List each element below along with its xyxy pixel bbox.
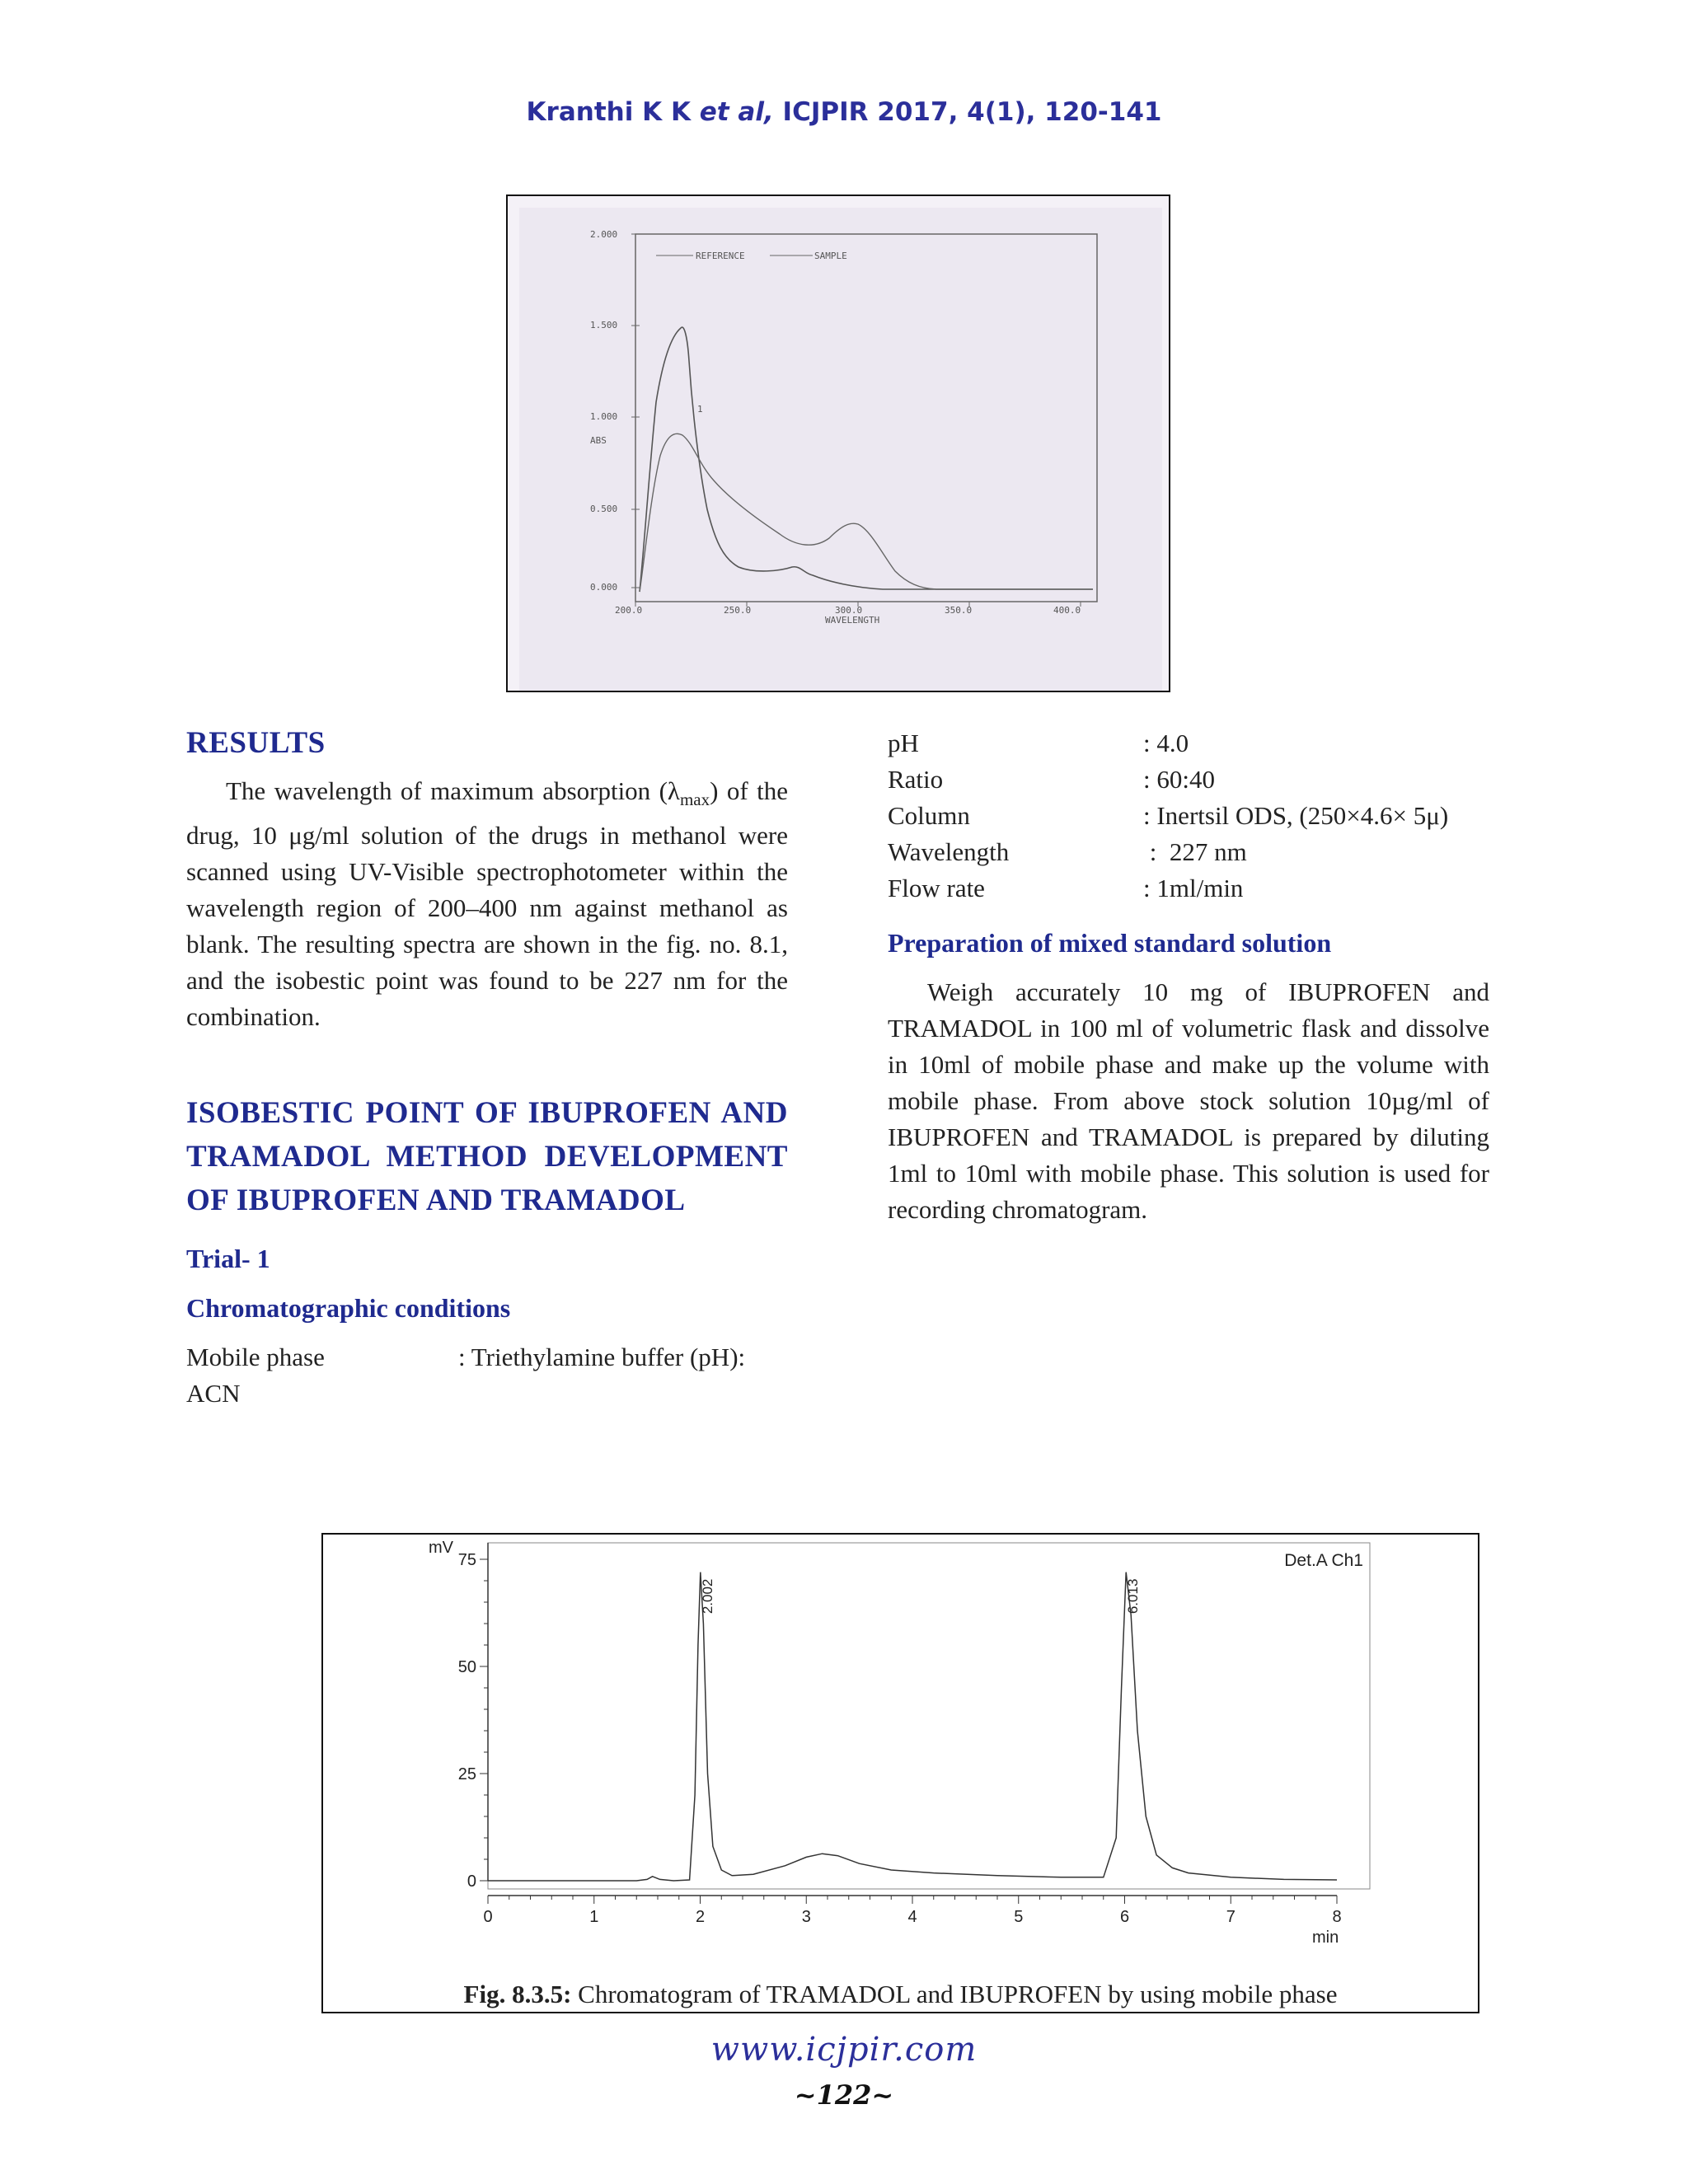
y-axis-label: ABS bbox=[590, 435, 607, 446]
x-tick-label: 4 bbox=[907, 1908, 917, 1926]
x-tick-label: 3 bbox=[801, 1908, 811, 1926]
header-etal: et al, bbox=[699, 97, 774, 127]
left-column bbox=[186, 725, 788, 1412]
plot-frame bbox=[488, 1543, 1370, 1889]
condition-value: : 60:40 bbox=[1143, 765, 1215, 794]
mixed-standard-heading: Preparation of mixed standard solution bbox=[888, 928, 1332, 958]
results-heading: RESULTS bbox=[186, 726, 326, 760]
mobile-phase-value: : Triethylamine buffer (pH): bbox=[458, 1343, 746, 1372]
header-author: Kranthi K K bbox=[526, 97, 691, 127]
right-column bbox=[888, 725, 1489, 1228]
condition-value: : 4.0 bbox=[1143, 729, 1189, 757]
y-tick: 0.000 bbox=[590, 582, 618, 593]
lambda-subscript: max bbox=[679, 790, 710, 810]
figure-caption bbox=[323, 1980, 1478, 2009]
page-number: ~122~ bbox=[794, 2079, 894, 2111]
x-tick: 400.0 bbox=[1053, 605, 1081, 616]
condition-row-column bbox=[888, 798, 1489, 834]
header-citation: ICJPIR 2017, 4(1), 120-141 bbox=[782, 97, 1162, 127]
x-tick: 350.0 bbox=[945, 605, 973, 616]
condition-key: Ratio bbox=[888, 765, 944, 794]
condition-row-flow-rate bbox=[888, 870, 1489, 907]
running-head bbox=[0, 97, 1688, 127]
mixed-standard-paragraph: Weigh accurately 10 mg of IBUPROFEN and TRAMADOL in 100 ml of volumetric flask and dissolve in 10ml of mobile phase and make up the volume with mobile phase. From above stock solution 10µg/ml of IBUPROFEN and TRAMADOL is prepared by diluting 1ml to 10ml with mobile phase. This solution is used for recording chromatogram. bbox=[888, 977, 1489, 1224]
detector-label: Det.A Ch1 bbox=[1284, 1551, 1363, 1570]
condition-key: pH bbox=[888, 729, 919, 757]
condition-value: : 227 nm bbox=[1143, 837, 1247, 866]
caption-text: Chromatogram of TRAMADOL and IBUPROFEN by using mobile phase bbox=[571, 1980, 1338, 2008]
uv-spectrum-plot bbox=[508, 196, 1170, 692]
results-text-2: ) of the drug, 10 μg/ml solution of the drugs in methanol were scanned using UV-Visible spectrophotometer within the wavelength region of 200–400 nm against methanol as blank. The resulting spectra are shown in the fig. no. 8.1, and the isobestic point was found to be 227 nm for the combination. bbox=[186, 776, 788, 1032]
x-axis-label: min bbox=[1312, 1929, 1339, 1947]
uv-spectrum-figure bbox=[506, 194, 1170, 692]
x-tick-label: 5 bbox=[1014, 1908, 1024, 1926]
plot-frame bbox=[635, 234, 1097, 602]
y-tick-label: 75 bbox=[457, 1551, 476, 1569]
mobile-phase-continuation: ACN bbox=[186, 1379, 241, 1408]
condition-row-ph bbox=[888, 725, 1489, 762]
results-paragraph bbox=[186, 773, 788, 1035]
results-text-1: The wavelength of maximum absorption (λ bbox=[226, 776, 680, 805]
chromatogram-plot bbox=[323, 1535, 1481, 1980]
x-axis-label: WAVELENGTH bbox=[825, 615, 880, 626]
x-tick: 250.0 bbox=[724, 605, 752, 616]
legend-reference: REFERENCE bbox=[696, 251, 745, 261]
footer-url: www.icjpir.com bbox=[710, 2031, 978, 2069]
x-tick-label: 8 bbox=[1332, 1908, 1342, 1926]
peak-label: 2.002 bbox=[699, 1578, 715, 1615]
condition-value: : 1ml/min bbox=[1143, 874, 1244, 902]
legend-sample: SAMPLE bbox=[814, 251, 847, 261]
y-tick-label: 50 bbox=[457, 1658, 476, 1676]
reference-spectrum-curve bbox=[640, 327, 1093, 592]
x-tick-label: 2 bbox=[695, 1908, 706, 1926]
mobile-phase-key: Mobile phase bbox=[186, 1343, 325, 1372]
x-tick: 300.0 bbox=[835, 605, 863, 616]
chromatographic-conditions-heading: Chromatographic conditions bbox=[186, 1293, 511, 1324]
isobestic-heading: ISOBESTIC POINT OF IBUPROFEN AND TRAMADOL METHOD DEVELOPMENT OF IBUPROFEN AND TRAMADOL bbox=[186, 1096, 788, 1218]
y-axis-label: mV bbox=[429, 1539, 453, 1557]
condition-row-ratio bbox=[888, 762, 1489, 798]
y-tick: 1.000 bbox=[590, 411, 618, 422]
chromatogram-trace bbox=[488, 1572, 1337, 1881]
x-tick-label: 1 bbox=[589, 1908, 599, 1926]
trial-heading: Trial- 1 bbox=[186, 1244, 270, 1274]
x-tick-label: 6 bbox=[1119, 1908, 1130, 1926]
y-tick: 2.000 bbox=[590, 229, 618, 240]
curve-marker: 1 bbox=[697, 404, 703, 415]
condition-key: Wavelength bbox=[888, 837, 1010, 866]
condition-row-wavelength bbox=[888, 834, 1489, 870]
condition-value: : Inertsil ODS, (250×4.6× 5μ) bbox=[1143, 801, 1449, 830]
chromatogram-figure bbox=[321, 1533, 1479, 2013]
y-tick-label: 0 bbox=[467, 1872, 476, 1891]
x-tick: 200.0 bbox=[615, 605, 643, 616]
y-tick-label: 25 bbox=[457, 1765, 476, 1783]
mobile-phase-row bbox=[186, 1339, 788, 1376]
y-tick: 0.500 bbox=[590, 504, 618, 514]
peak-label: 6.013 bbox=[1125, 1578, 1142, 1615]
x-tick-label: 0 bbox=[483, 1908, 493, 1926]
condition-key: Column bbox=[888, 801, 970, 830]
caption-label: Fig. 8.3.5: bbox=[463, 1980, 572, 2008]
x-tick-label: 7 bbox=[1226, 1908, 1236, 1926]
condition-key: Flow rate bbox=[888, 874, 985, 902]
y-tick: 1.500 bbox=[590, 320, 618, 330]
